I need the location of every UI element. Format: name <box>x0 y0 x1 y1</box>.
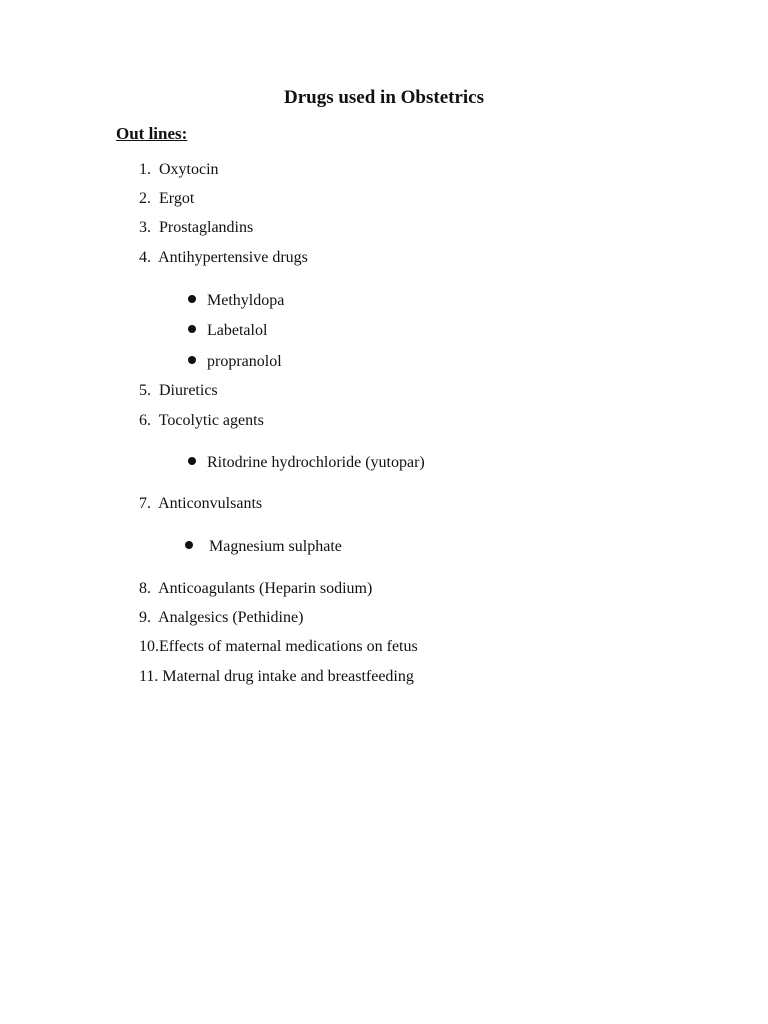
sub-list-item-text: Labetalol <box>207 322 268 339</box>
list-number: 3. <box>139 219 151 236</box>
sub-list-item-labetalol <box>188 321 267 341</box>
sub-list-item-text: Methyldopa <box>207 292 285 309</box>
list-item-text: Prostaglandins <box>159 219 254 236</box>
bullet-icon <box>188 295 196 303</box>
bullet-icon <box>188 356 196 364</box>
page-title: Drugs used in Obstetrics <box>283 87 485 108</box>
list-item-text: Ergot <box>159 190 195 207</box>
list-item-text: Analgesics (Pethidine) <box>158 609 304 626</box>
outline-heading: Out lines: <box>116 124 188 143</box>
list-number: 11. <box>139 668 159 685</box>
list-item-9 <box>139 608 303 628</box>
list-number: 1. <box>139 161 151 178</box>
list-item-text: Anticoagulants (Heparin sodium) <box>158 580 373 597</box>
list-item-text: Antihypertensive drugs <box>158 249 308 266</box>
list-item-text: Tocolytic agents <box>158 412 264 429</box>
sub-list-item-text: Magnesium sulphate <box>209 538 342 555</box>
sub-list-item-text: propranolol <box>207 353 282 370</box>
list-item-3 <box>139 218 253 238</box>
list-item-text: Oxytocin <box>159 161 219 178</box>
sub-list-item-propranolol <box>188 352 282 372</box>
sub-list-item-text: Ritodrine hydrochloride (yutopar) <box>207 454 425 471</box>
list-number: 10. <box>139 638 159 655</box>
list-item-4 <box>139 248 308 268</box>
list-number: 6. <box>139 412 151 429</box>
bullet-icon <box>188 457 196 465</box>
sub-list-item-methyldopa <box>188 291 284 311</box>
list-item-2 <box>139 189 194 209</box>
list-number: 9. <box>139 609 151 626</box>
list-item-11 <box>139 667 414 687</box>
list-item-text: Anticonvulsants <box>158 495 263 512</box>
list-item-1 <box>139 160 219 180</box>
list-item-7 <box>139 494 262 514</box>
list-number: 5. <box>139 382 151 399</box>
list-item-text: Maternal drug intake and breastfeeding <box>162 668 414 685</box>
list-item-10 <box>139 637 418 657</box>
list-item-5 <box>139 381 218 401</box>
list-item-text: Diuretics <box>159 382 218 399</box>
list-number: 4. <box>139 249 151 266</box>
list-item-8 <box>139 579 372 599</box>
list-number: 2. <box>139 190 151 207</box>
list-number: 7. <box>139 495 151 512</box>
bullet-icon <box>185 541 193 549</box>
sub-list-item-ritodrine <box>188 453 425 473</box>
sub-list-item-magnesium-sulphate <box>185 537 342 557</box>
list-item-text: Effects of maternal medications on fetus <box>159 638 418 655</box>
bullet-icon <box>188 325 196 333</box>
list-number: 8. <box>139 580 151 597</box>
list-item-6 <box>139 411 264 431</box>
